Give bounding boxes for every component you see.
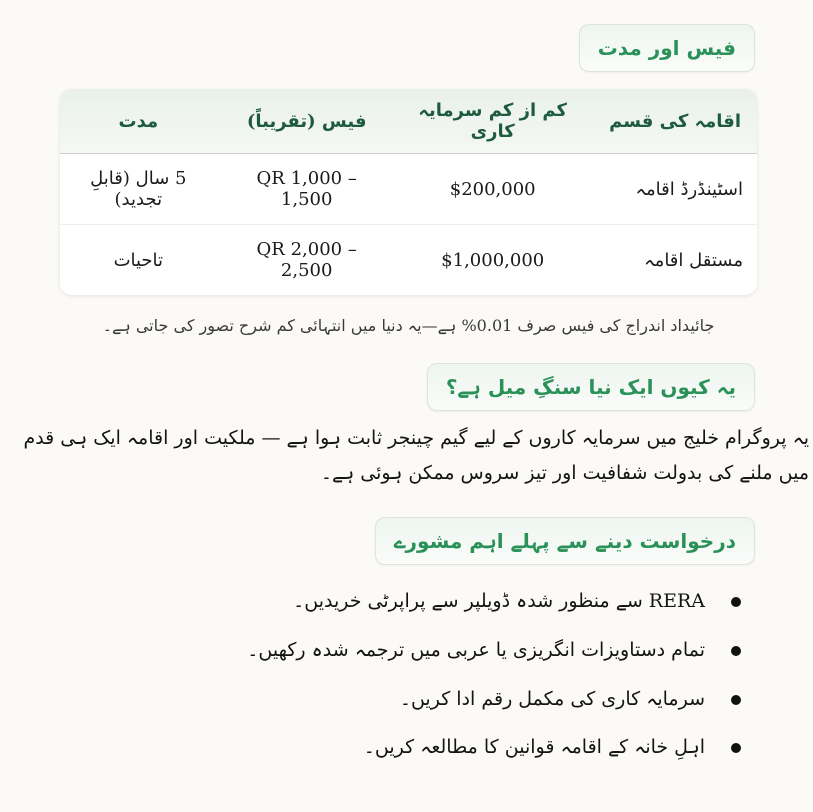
fee-amount: QR 2,000 – 2,500 (256, 239, 357, 281)
tip-text: تمام دستاویزات انگریزی یا عربی میں ترجمہ شدہ رکھیں۔ (247, 638, 705, 661)
header-min-investment: کم از کم سرمایہ کاری (397, 89, 589, 154)
cell-residence-type: مستقل اقامہ (589, 225, 757, 296)
section-title-fees: فیس اور مدت (579, 24, 755, 72)
cell-duration: تاحیات (60, 225, 217, 296)
list-item (0, 687, 741, 713)
list-item (0, 735, 741, 761)
bullet-icon (731, 743, 741, 753)
registration-fee-note: جائیداد اندراج کی فیس صرف 0.01% ہے—یہ دنیا میں انتہائی کم شرح تصور کی جاتی ہے۔ (102, 316, 715, 335)
section-fees-heading-row (0, 0, 813, 72)
table-row (60, 225, 757, 296)
fees-table-body (60, 154, 757, 296)
cell-fees (217, 154, 397, 225)
tips-list (0, 589, 741, 761)
fees-table-container (60, 89, 757, 295)
table-row (60, 154, 757, 225)
cell-fees (217, 225, 397, 296)
tip-text: سرمایہ کاری کی مکمل رقم ادا کریں۔ (399, 687, 705, 710)
cell-min-investment (397, 225, 589, 296)
bullet-icon (731, 597, 741, 607)
milestone-paragraph: یہ پروگرام خلیج میں سرمایہ کاروں کے لیے گیم چینجر ثابت ہوا ہے — ملکیت اور اقامہ ایک ہی قدم میں ملنے کی بدولت شفافیت اور تیز سروس ممکن ہوئی ہے۔ (23, 427, 809, 485)
header-residence-type: اقامہ کی قسم (589, 89, 757, 154)
table-header-row (60, 89, 757, 154)
tip-text: RERA سے منظور شدہ ڈویلپر سے پراپرٹی خریدیں۔ (293, 590, 705, 613)
fees-table (60, 89, 757, 295)
cell-min-investment (397, 154, 589, 225)
section-title-milestone: یہ کیوں ایک نیا سنگِ میل ہے؟ (427, 363, 755, 411)
cell-residence-type: اسٹینڈرڈ اقامہ (589, 154, 757, 225)
header-fees: فیس (تقریباً) (217, 89, 397, 154)
bullet-icon (731, 695, 741, 705)
tip-text: اہلِ خانہ کے اقامہ قوانین کا مطالعہ کریں۔ (363, 736, 705, 759)
investment-amount: $1,000,000 (441, 249, 545, 271)
list-item (0, 589, 741, 615)
list-item (0, 638, 741, 664)
section-title-tips: درخواست دینے سے پہلے اہم مشورے (375, 517, 755, 565)
bullet-icon (731, 646, 741, 656)
section-tips-heading-row (0, 491, 813, 565)
investment-amount: $200,000 (449, 178, 536, 200)
section-milestone-heading-row (0, 335, 813, 411)
fees-table-header (60, 89, 757, 154)
header-duration: مدت (60, 89, 217, 154)
cell-duration: 5 سال (قابلِ تجدید) (60, 154, 217, 225)
fee-amount: QR 1,000 – 1,500 (256, 168, 357, 210)
